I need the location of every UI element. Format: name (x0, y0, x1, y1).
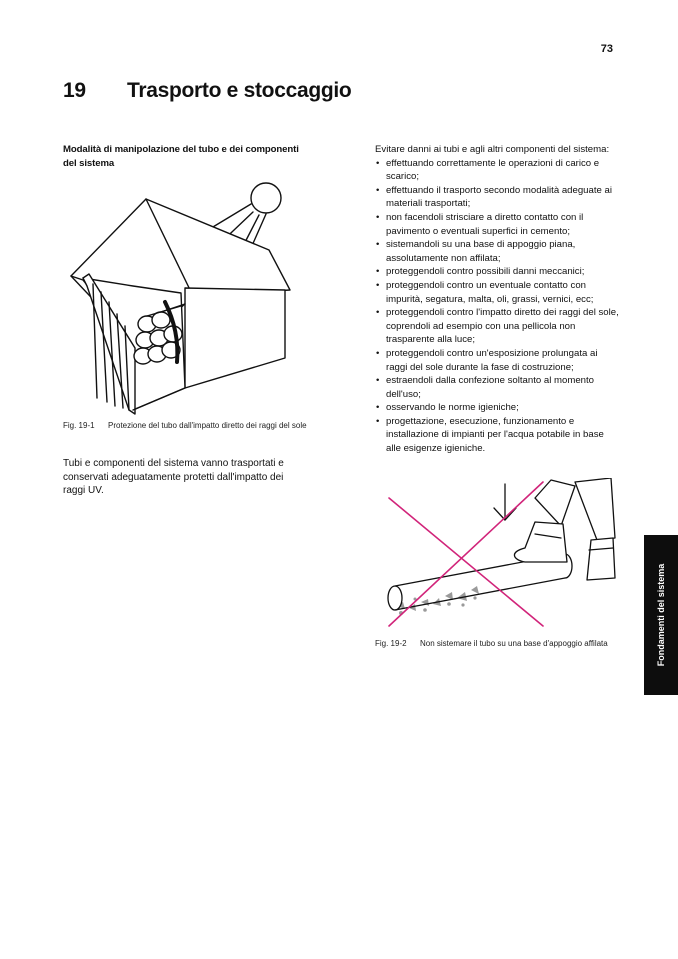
list-item: • non facendoli strisciare a diretto contatto con il pavimento o eventuali superfici in cemento; (375, 211, 620, 238)
down-arrow-icon (494, 484, 516, 520)
chapter-number: 19 (63, 79, 86, 102)
left-column (63, 143, 313, 171)
section-side-tab (644, 535, 678, 695)
figure-number: Fig. 19-2 (375, 639, 407, 648)
list-item: • estraendoli dalla confezione soltanto al momento dell'uso; (375, 374, 620, 401)
chapter-title: Trasporto e stoccaggio (127, 79, 352, 102)
shed-wall (185, 288, 285, 388)
shed-illustration (63, 178, 303, 418)
gravel (397, 586, 479, 615)
figure-number: Fig. 19-1 (63, 421, 95, 430)
sun-icon (251, 183, 281, 213)
list-item: • effettuando correttamente le operazioni di carico e scarico; (375, 157, 620, 184)
sharp-base-illustration (375, 478, 620, 633)
bullet-list (375, 157, 620, 456)
body-paragraph: Tubi e componenti del sistema vanno trasportati e conservati adeguatamente protetti dall'impatto dei raggi UV. (63, 458, 284, 496)
list-item: • proteggendoli contro un'esposizione prolungata ai raggi del sole durante la fase di costruzione; (375, 347, 620, 374)
figure-caption-text: Non sistemare il tubo su una base d'appoggio affilata (420, 639, 608, 648)
intro-paragraph: Evitare danni ai tubi e agli altri componenti del sistema: (375, 144, 610, 155)
side-tab-label: Fondamenti del sistema (656, 563, 666, 667)
right-column (375, 143, 620, 456)
section-subheading: Modalità di manipolazione del tubo e dei componenti del sistema (63, 144, 299, 169)
figure-caption-text: Protezione del tubo dall'impatto diretto dei raggi del sole (108, 421, 307, 430)
list-item: • proteggendoli contro possibili danni meccanici; (375, 265, 620, 279)
list-item: • progettazione, esecuzione, funzionamento e installazione di impianti per l'acqua potabile in base alle esigenze igieniche. (375, 415, 620, 456)
list-item: • proteggendoli contro l'impatto diretto dei raggi del sole, coprendoli ad esempio con una pellicola non trasparente alla luce; (375, 306, 620, 347)
worker-boots (514, 478, 615, 580)
list-item: • proteggendoli contro un eventuale contatto con impurità, segatura, malta, oli, grassi, vernici, ecc; (375, 279, 620, 306)
figure-caption (375, 638, 620, 649)
list-item: • osservando le norme igieniche; (375, 401, 620, 415)
list-item: • sistemandoli su una base di appoggio piana, assolutamente non affilata; (375, 238, 620, 265)
list-item: • effettuando il trasporto secondo modalità adeguate ai materiali trasportati; (375, 184, 620, 211)
figure-caption (63, 420, 313, 431)
page-number: 73 (600, 43, 613, 55)
